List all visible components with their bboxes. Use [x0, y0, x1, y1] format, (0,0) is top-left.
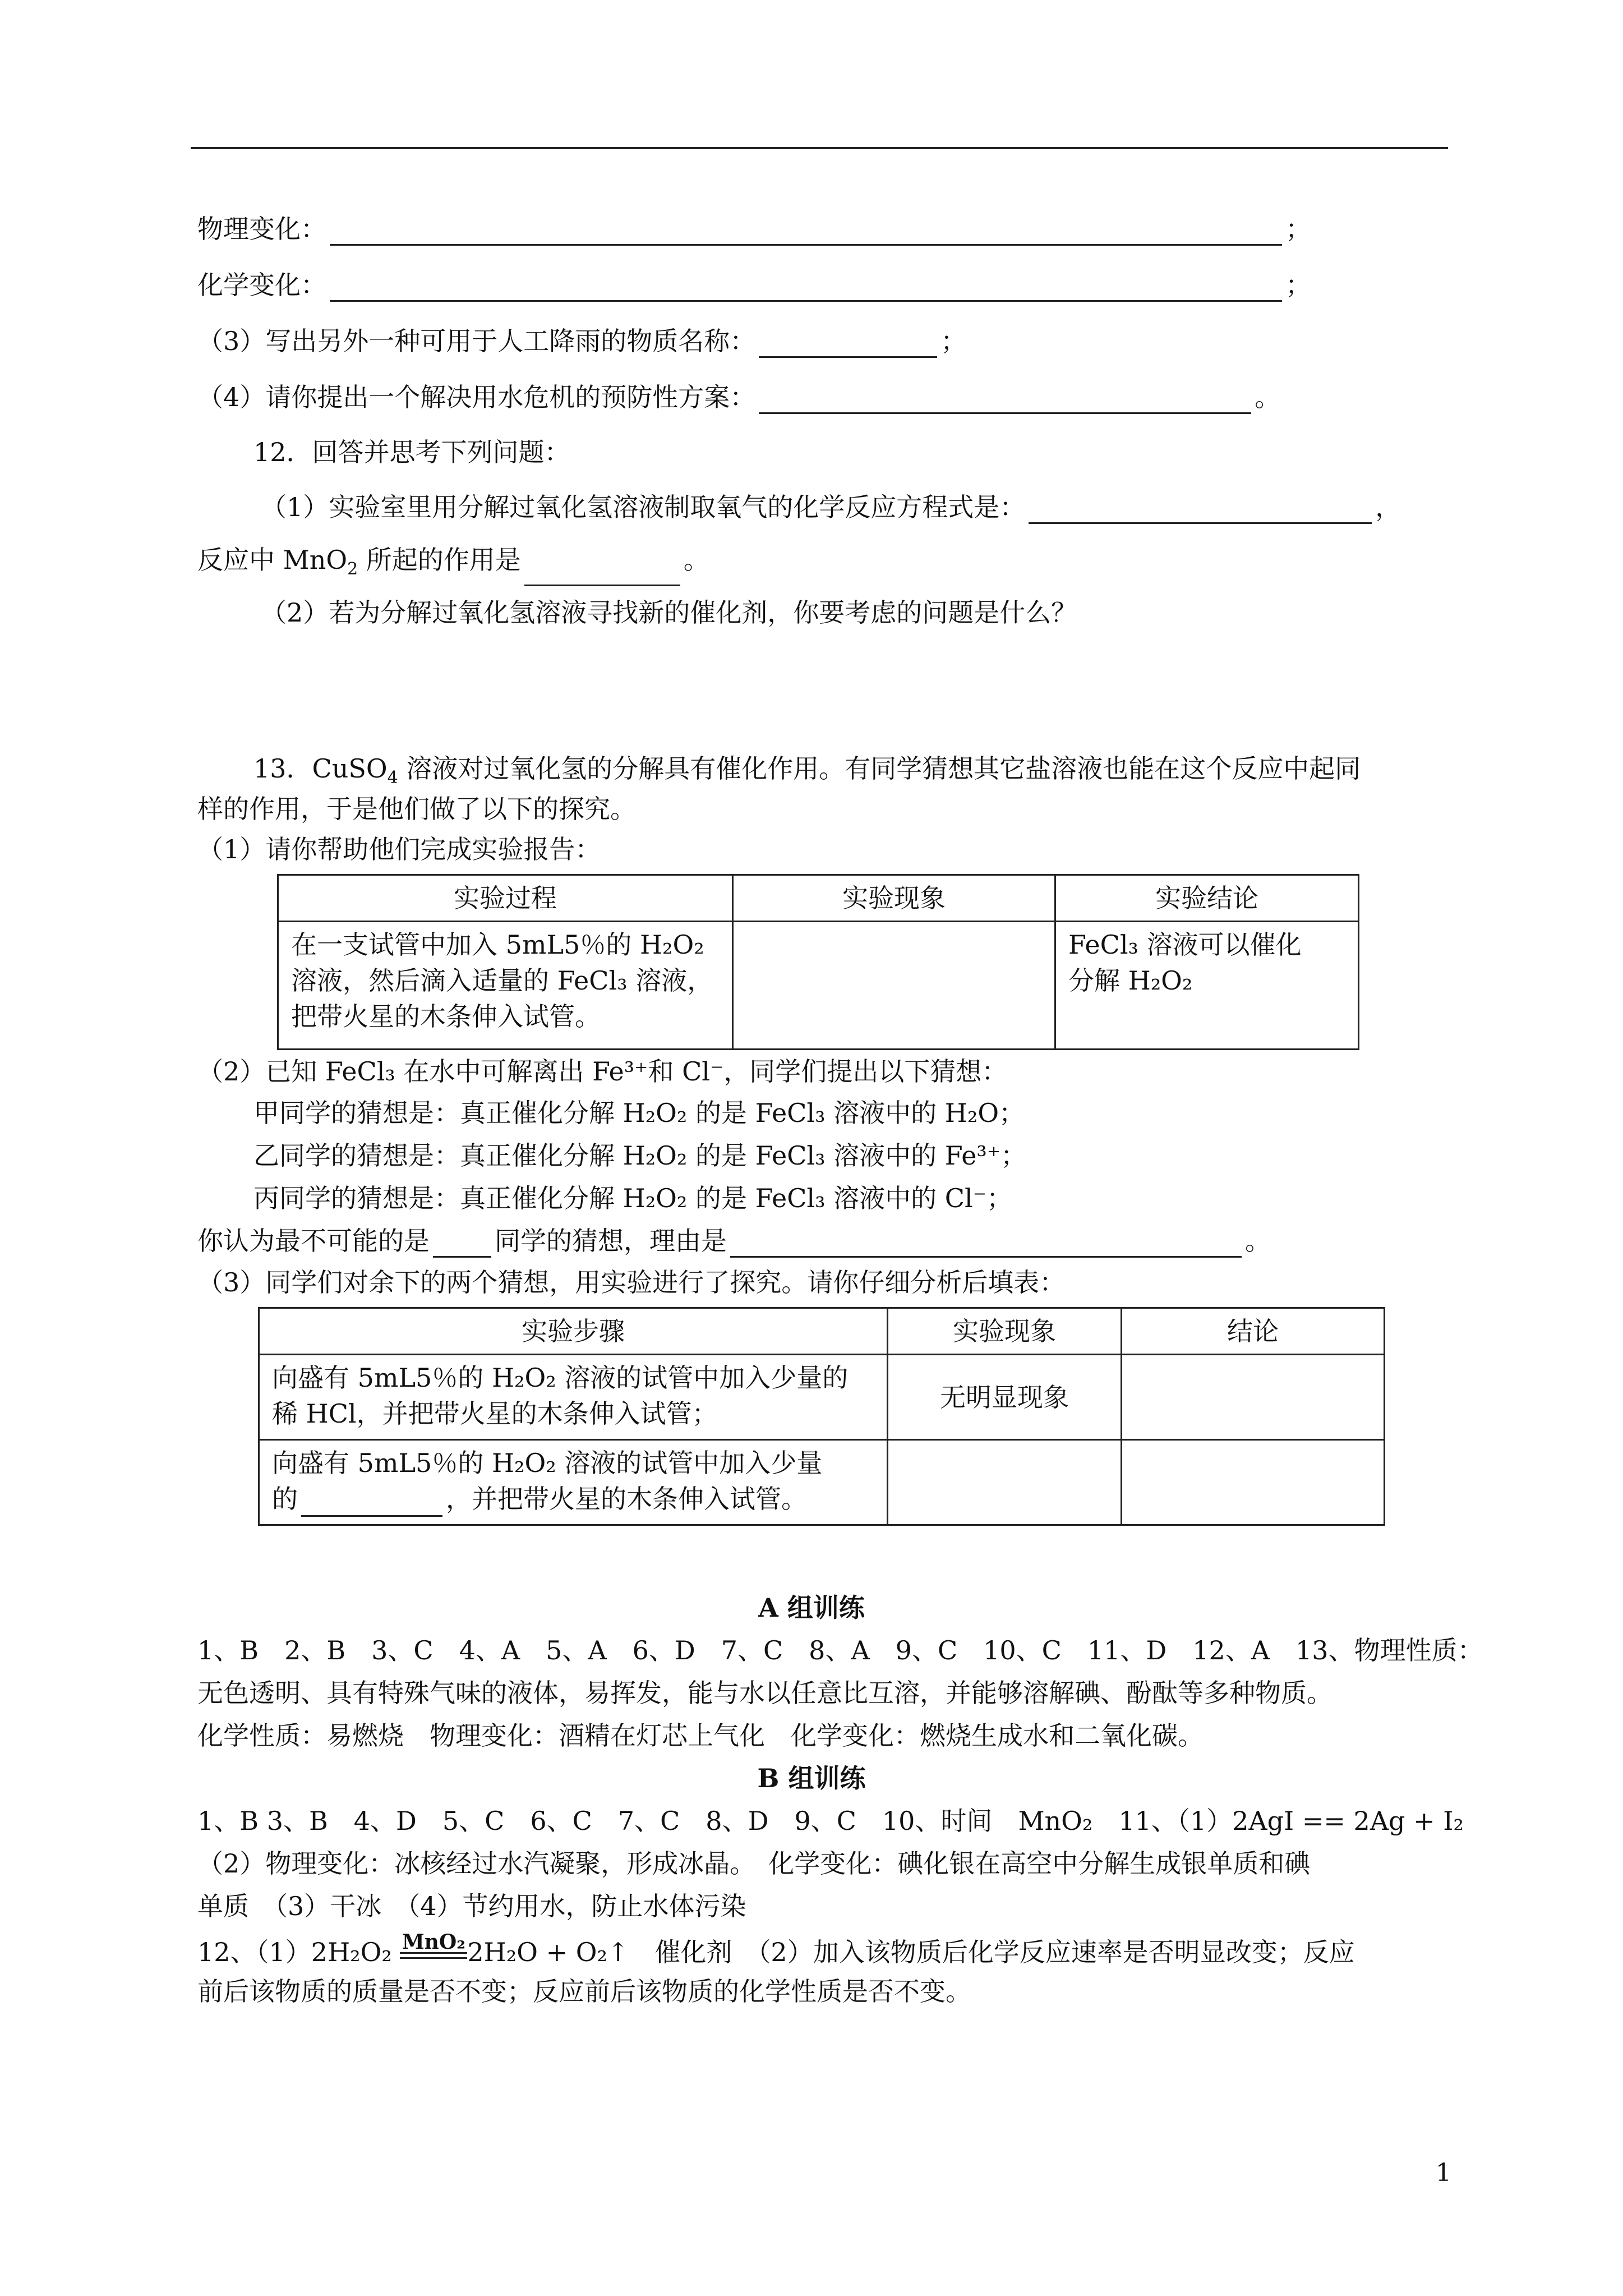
q12-part2: （2）若为分解过氧化氢溶液寻找新的催化剂，你要考虑的问题是什么？ — [261, 597, 1077, 628]
answer-line: 化学性质：易燃烧 物理变化：酒精在灯芯上气化 化学变化：燃烧生成水和二氧化碳。 — [197, 1720, 1204, 1751]
step2-cell — [259, 1440, 888, 1525]
chemical-change-line — [197, 268, 1311, 302]
chemical-change-label: 化学变化： — [197, 270, 326, 300]
process-line: 把带火星的木条伸入试管。 — [291, 1001, 601, 1032]
header-steps: 实验步骤 — [259, 1308, 888, 1355]
reactant-text: 12、（1）2H₂O₂ — [197, 1937, 392, 1967]
group-b-title: B 组训练 — [757, 1763, 866, 1793]
process-cell — [278, 922, 733, 1050]
conclusion-line: FeCl₃ 溶液可以催化 — [1068, 930, 1302, 960]
q12-part1-role — [197, 543, 709, 586]
catalyst-label: MnO₂ — [402, 1930, 465, 1954]
role-text: 所起的作用是 — [358, 545, 521, 575]
rain-substance-blank[interactable] — [759, 332, 937, 358]
group-a-title: A 组训练 — [758, 1593, 865, 1623]
q12-title: 12．回答并思考下列问题： — [253, 437, 570, 467]
process-line: 溶液，然后滴入适量的 FeCl₃ 溶液， — [291, 965, 713, 996]
step-line — [272, 1481, 874, 1517]
guess-jia: 甲同学的猜想是：真正催化分解 H₂O₂ 的是 FeCl₃ 溶液中的 H₂O； — [253, 1098, 1025, 1128]
q13-intro-b: 溶液对过氧化氢的分解具有催化作用。有同学猜想其它盐溶液也能在这个反应中起同 — [398, 753, 1361, 784]
q13-part1: （1）请你帮助他们完成实验报告： — [197, 834, 601, 864]
step-text: 的 — [272, 1484, 298, 1514]
reagent-blank[interactable] — [301, 1490, 442, 1517]
q13-intro-line1 — [253, 752, 1361, 795]
step1-conclusion-blank[interactable] — [1122, 1355, 1385, 1440]
header-phenomenon: 实验现象 — [733, 875, 1055, 922]
comma: ， — [1375, 492, 1401, 522]
header-phenomenon: 实验现象 — [888, 1308, 1122, 1355]
guess-yi: 乙同学的猜想是：真正催化分解 H₂O₂ 的是 FeCl₃ 溶液中的 Fe³⁺； — [253, 1140, 1027, 1171]
least-likely-line — [197, 1224, 1271, 1258]
q13-part2: （2）已知 FeCl₃ 在水中可解离出 Fe³⁺和 Cl⁻，同学们提出以下猜想： — [197, 1056, 1008, 1087]
period: 。 — [1245, 1226, 1271, 1256]
step-line: 向盛有 5mL5％的 H₂O₂ 溶液的试管中加入少量的 — [272, 1363, 849, 1393]
q12-part1-text: （1）实验室里用分解过氧化氢溶液制取氧气的化学反应方程式是： — [261, 492, 1026, 522]
subscript: 4 — [387, 768, 398, 788]
step1-phenomenon: 无明显现象 — [888, 1355, 1122, 1440]
phenomenon-answer-cell[interactable] — [733, 922, 1055, 1050]
q11-part3-text: （3）写出另外一种可用于人工降雨的物质名称： — [197, 326, 756, 356]
answer-line: 1、B 2、B 3、C 4、A 5、A 6、D 7、C 8、A 9、C 10、C 11、D 12、A 13、物理性质： — [197, 1635, 1483, 1665]
q13-intro-a: 13．CuSO — [253, 753, 388, 784]
step1-cell — [259, 1355, 888, 1440]
q11-part4-text: （4）请你提出一个解决用水危机的预防性方案： — [197, 382, 756, 412]
product-text: 2H₂O + O₂↑ 催化剂 （2）加入该物质后化学反应速率是否明显改变；反应 — [467, 1937, 1355, 1967]
semicolon: ； — [1285, 270, 1311, 300]
q11-part3 — [197, 324, 966, 358]
q12-part1 — [261, 490, 1401, 524]
step2-phenomenon-blank[interactable] — [888, 1440, 1122, 1525]
physical-change-line — [197, 212, 1311, 246]
reason-blank[interactable] — [730, 1231, 1242, 1258]
chemical-change-blank[interactable] — [330, 275, 1282, 302]
header-conclusion: 结论 — [1122, 1308, 1385, 1355]
physical-change-label: 物理变化： — [197, 214, 326, 244]
physical-change-blank[interactable] — [330, 219, 1282, 246]
semicolon: ； — [940, 326, 967, 356]
header-rule — [191, 147, 1448, 149]
water-plan-blank[interactable] — [759, 388, 1251, 414]
header-conclusion: 实验结论 — [1055, 875, 1359, 922]
answer-line: （2）物理变化：冰核经过水汽凝聚，形成冰晶。 化学变化：碘化银在高空中分解生成银单质和碘 — [197, 1848, 1311, 1879]
subscript: 2 — [347, 559, 358, 579]
period: 。 — [683, 545, 709, 575]
step2-conclusion-blank[interactable] — [1122, 1440, 1385, 1525]
q11-part4 — [197, 380, 1280, 414]
reason-text: 同学的猜想，理由是 — [495, 1226, 727, 1256]
experiment-report-table — [277, 874, 1359, 1050]
answer-line: 前后该物质的质量是否不变；反应前后该物质的化学性质是否不变。 — [197, 1976, 971, 2007]
period: 。 — [1255, 382, 1281, 412]
conclusion-cell — [1055, 922, 1359, 1050]
verification-table — [258, 1307, 1385, 1526]
q13-intro-line2: 样的作用，于是他们做了以下的探究。 — [197, 794, 636, 824]
mno2-role-blank[interactable] — [524, 560, 680, 586]
step-line: 向盛有 5mL5％的 H₂O₂ 溶液的试管中加入少量 — [272, 1448, 823, 1478]
answer-line: 单质 （3）干冰 （4）节约用水，防止水体污染 — [197, 1891, 746, 1921]
page-number: 1 — [1436, 2159, 1451, 2187]
step-text: ，并把带火星的木条伸入试管。 — [446, 1484, 807, 1514]
least-likely-blank[interactable] — [433, 1231, 491, 1258]
header-process: 实验过程 — [278, 875, 733, 922]
answer-line-equation — [197, 1932, 1355, 1969]
guess-bing: 丙同学的猜想是：真正催化分解 H₂O₂ 的是 FeCl₃ 溶液中的 Cl⁻； — [253, 1183, 1012, 1213]
equation-blank[interactable] — [1029, 498, 1372, 524]
answer-line: 1、B 3、B 4、D 5、C 6、C 7、C 8、D 9、C 10、时间 MnO₂ 11、（1）2AgI == 2Ag + I₂ — [197, 1806, 1464, 1836]
answer-line: 无色透明、具有特殊气味的液体，易挥发，能与水以任意比互溶，并能够溶解碘、酚酞等多种物质。 — [197, 1678, 1332, 1708]
q13-part3: （3）同学们对余下的两个猜想，用实验进行了探究。请你仔细分析后填表： — [197, 1267, 1066, 1297]
semicolon: ； — [1285, 214, 1311, 244]
conclusion-line: 分解 H₂O₂ — [1068, 965, 1193, 996]
step-line: 稀 HCl，并把带火星的木条伸入试管； — [272, 1398, 718, 1429]
process-line: 在一支试管中加入 5mL5％的 H₂O₂ — [291, 930, 704, 960]
least-likely-text: 你认为最不可能的是 — [197, 1226, 430, 1256]
mno2-text: 反应中 MnO — [197, 545, 348, 575]
reaction-condition — [400, 1932, 467, 1969]
